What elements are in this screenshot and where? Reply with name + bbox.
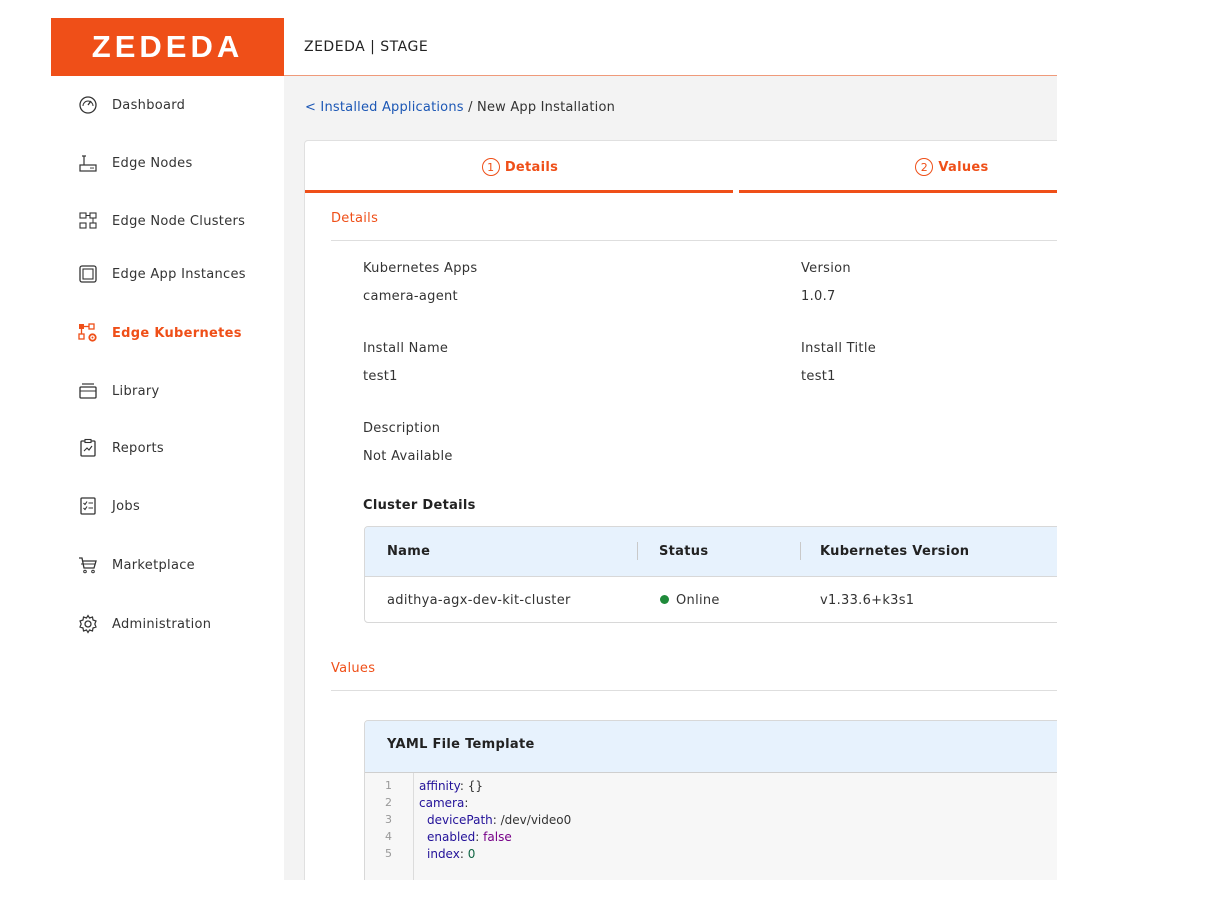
tab-details[interactable]	[305, 141, 735, 193]
kubernetes-apps-value: camera-agent	[363, 289, 458, 304]
top-bar	[284, 18, 1057, 76]
sidebar-item-administration[interactable]	[51, 604, 284, 644]
tab-details-underline	[305, 190, 733, 193]
cluster-details-title: Cluster Details	[363, 498, 476, 513]
yaml-key: camera	[419, 796, 465, 810]
sidebar	[51, 18, 284, 880]
tab-label: Details	[504, 159, 559, 175]
edge-node-icon	[78, 153, 98, 173]
gear-icon	[78, 614, 98, 634]
cluster-table	[364, 526, 1057, 623]
install-title-label: Install Title	[801, 341, 877, 356]
yaml-code-editor[interactable]	[365, 773, 1057, 880]
code-line: 2 camera:	[385, 796, 469, 810]
sidebar-item-library[interactable]	[51, 371, 284, 411]
yaml-key: affinity	[419, 779, 460, 793]
yaml-value: 0	[467, 847, 476, 861]
sidebar-item-label: Library	[112, 383, 160, 399]
environment-title: ZEDEDA | STAGE	[304, 38, 429, 55]
yaml-title: YAML File Template	[387, 737, 535, 752]
tab-values[interactable]	[737, 141, 1057, 193]
yaml-key: enabled	[427, 830, 476, 844]
kubernetes-version-cell: v1.33.6+k3s1	[820, 593, 915, 608]
version-label: Version	[801, 261, 851, 276]
column-header-name[interactable]: Name	[387, 544, 431, 559]
library-icon	[78, 381, 98, 401]
breadcrumb-current: New App Installation	[477, 100, 616, 115]
column-header-status[interactable]: Status	[659, 544, 709, 559]
sidebar-item-label: Edge Kubernetes	[112, 325, 242, 341]
cart-icon	[78, 555, 98, 575]
install-name-label: Install Name	[363, 341, 449, 356]
sidebar-item-label: Reports	[112, 440, 164, 456]
breadcrumb-separator: /	[468, 100, 473, 115]
kubernetes-icon	[78, 323, 98, 343]
tab-values-underline	[739, 190, 1057, 193]
dashboard-gauge-icon	[78, 95, 98, 115]
yaml-key: devicePath	[427, 813, 493, 827]
divider	[331, 690, 1057, 691]
sidebar-item-edge-nodes[interactable]	[51, 143, 284, 183]
sidebar-item-dashboard[interactable]	[51, 85, 284, 125]
zededa-logo[interactable]	[51, 18, 284, 76]
description-label: Description	[363, 421, 441, 436]
cluster-icon	[78, 211, 98, 231]
app-instance-icon	[78, 264, 98, 284]
install-title-value: test1	[801, 369, 836, 384]
yaml-value: false	[483, 830, 512, 844]
sidebar-item-edge-node-clusters[interactable]	[51, 201, 284, 241]
details-section-title: Details	[331, 211, 379, 226]
sidebar-item-marketplace[interactable]	[51, 545, 284, 585]
sidebar-item-reports[interactable]	[51, 428, 284, 468]
breadcrumb-back-link[interactable]: < Installed Applications	[305, 100, 464, 115]
app-window	[51, 18, 1057, 880]
code-line: 5 index: 0	[385, 847, 476, 861]
description-value: Not Available	[363, 449, 453, 464]
sidebar-item-label: Edge Nodes	[112, 155, 193, 171]
line-number: 4	[385, 830, 392, 843]
code-line: 4 enabled: false	[385, 830, 512, 844]
yaml-value: {}	[467, 779, 483, 793]
install-card	[304, 140, 1057, 880]
kubernetes-apps-label: Kubernetes Apps	[363, 261, 478, 276]
main-content	[284, 76, 1057, 880]
column-header-kubernetes-version[interactable]: Kubernetes Version	[820, 544, 970, 559]
jobs-icon	[78, 496, 98, 516]
version-value: 1.0.7	[801, 289, 836, 304]
column-separator	[637, 542, 638, 560]
install-name-value: test1	[363, 369, 398, 384]
line-number: 1	[385, 779, 392, 792]
reports-icon	[78, 438, 98, 458]
code-line: 1 affinity: {}	[385, 779, 483, 793]
values-section-title: Values	[331, 661, 376, 676]
yaml-header	[365, 721, 1057, 773]
tab-label: Values	[938, 159, 989, 175]
sidebar-item-label: Administration	[112, 616, 212, 632]
cluster-name-cell: adithya-agx-dev-kit-cluster	[387, 593, 571, 608]
line-number: 5	[385, 847, 392, 860]
yaml-template-panel	[364, 720, 1057, 880]
sidebar-item-label: Jobs	[112, 498, 141, 514]
column-separator	[800, 542, 801, 560]
line-number: 3	[385, 813, 392, 826]
step-number-badge: 1	[482, 158, 500, 176]
step-number-badge: 2	[915, 158, 933, 176]
table-header	[365, 527, 1057, 577]
divider	[331, 240, 1057, 241]
line-number: 2	[385, 796, 392, 809]
online-status-dot	[660, 595, 669, 604]
sidebar-item-jobs[interactable]	[51, 486, 284, 526]
status-text: Online	[676, 593, 720, 608]
breadcrumb	[305, 100, 615, 115]
sidebar-item-label: Dashboard	[112, 97, 186, 113]
sidebar-item-edge-app-instances[interactable]	[51, 254, 284, 294]
yaml-key: index	[427, 847, 460, 861]
sidebar-item-label: Edge App Instances	[112, 266, 246, 282]
sidebar-item-edge-kubernetes[interactable]	[51, 313, 284, 353]
code-line: 3 devicePath: /dev/video0	[385, 813, 572, 827]
logo-text: ZEDEDA	[91, 29, 244, 64]
sidebar-item-label: Marketplace	[112, 557, 195, 573]
yaml-value: /dev/video0	[500, 813, 572, 827]
sidebar-item-label: Edge Node Clusters	[112, 213, 246, 229]
cluster-status-cell	[660, 593, 720, 608]
